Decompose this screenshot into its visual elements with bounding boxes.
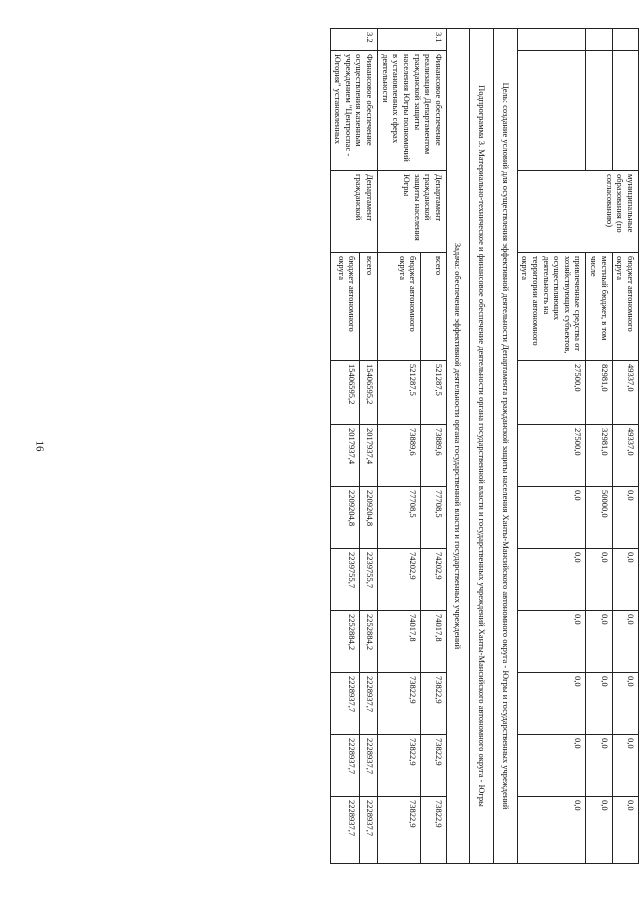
task-text: Задача: обеспечение эффективной деятельности органа государственной власти и государственных учреждений <box>446 29 470 864</box>
table-row <box>421 29 447 864</box>
value-cell: 2239755,7 <box>330 549 360 611</box>
executor: Департамент гражданской защиты населения Югры <box>378 171 447 253</box>
value-cell: 50000,0 <box>586 487 612 549</box>
funding-label: всего <box>360 253 378 361</box>
value-cell: 74202,9 <box>378 549 421 611</box>
funding-label: привлеченные средства от хозяйствующих субъектов, осуществляющих деятельность на территории автономного округа <box>517 253 586 361</box>
value-cell: 27500,0 <box>517 425 586 487</box>
value-cell: 77708,5 <box>421 487 447 549</box>
value-cell: 2017937,4 <box>330 425 360 487</box>
row-number: 3.1 <box>378 29 447 51</box>
value-cell: 74017,8 <box>421 611 447 673</box>
value-cell: 2228937,7 <box>360 673 378 735</box>
value-cell: 73889,6 <box>421 425 447 487</box>
value-cell: 27500,0 <box>517 361 586 425</box>
goal-text: Цель: создание условий для осуществления эффективной деятельности Департамента гражданской защиты населения Ханты-Мансийского автономного округа - Югры и государственных учреждений <box>494 29 518 864</box>
value-cell: 2228937,7 <box>330 735 360 797</box>
value-cell: 73822,9 <box>421 797 447 864</box>
funding-label: бюджет автономного округа <box>612 253 638 361</box>
value-cell: 2209204,8 <box>330 487 360 549</box>
value-cell: 0,0 <box>612 549 638 611</box>
value-cell: 49337,0 <box>612 425 638 487</box>
value-cell: 15406595,2 <box>360 361 378 425</box>
funding-label: всего <box>421 253 447 361</box>
funding-label: бюджет автономного округа <box>378 253 421 361</box>
subprogram-text: Подпрограмма 3. Материально-техническое и финансовое обеспечение деятельности органа государственной власти и государственных учреждений Ханты-Мансийского автономного округа - Югры <box>470 29 494 864</box>
value-cell: 521287,5 <box>378 361 421 425</box>
value-cell: 2209204,8 <box>360 487 378 549</box>
value-cell: 2228937,7 <box>360 797 378 864</box>
value-cell: 0,0 <box>612 735 638 797</box>
value-cell: 73822,9 <box>421 673 447 735</box>
value-cell: 49337,0 <box>612 361 638 425</box>
value-cell: 521287,5 <box>421 361 447 425</box>
subprogram-row <box>470 29 494 864</box>
value-cell: 0,0 <box>586 797 612 864</box>
measure-name: Финансовое обеспечение реализации Департаментом гражданской защиты населения Югры полномочий в установленных сферах деятельности <box>378 51 447 171</box>
task-row <box>446 29 470 864</box>
value-cell: 73822,9 <box>378 797 421 864</box>
table-row <box>517 29 586 864</box>
measure-name: Финансовое обеспечение осуществления казенным учреждением "Центроспас - Югория" установленных <box>330 51 378 171</box>
executor: Департамент гражданской <box>330 171 378 253</box>
page-number: 16 <box>33 440 46 452</box>
value-cell: 2252884,2 <box>360 611 378 673</box>
value-cell: 73822,9 <box>421 735 447 797</box>
value-cell: 2228937,7 <box>330 673 360 735</box>
value-cell: 0,0 <box>517 549 586 611</box>
value-cell: 0,0 <box>517 797 586 864</box>
value-cell: 73889,6 <box>378 425 421 487</box>
value-cell: 0,0 <box>612 673 638 735</box>
value-cell: 0,0 <box>517 735 586 797</box>
value-cell: 2228937,7 <box>330 797 360 864</box>
budget-table-rotated <box>64 28 639 878</box>
municipal-label: муниципальные образования (по согласованию) <box>517 171 638 253</box>
value-cell: 0,0 <box>586 735 612 797</box>
value-cell: 0,0 <box>517 673 586 735</box>
value-cell: 32981,0 <box>586 425 612 487</box>
funding-label: местный бюджет, в том числе <box>586 253 612 361</box>
value-cell: 2017937,4 <box>360 425 378 487</box>
value-cell: 0,0 <box>586 611 612 673</box>
value-cell: 0,0 <box>612 797 638 864</box>
value-cell: 15406595,2 <box>330 361 360 425</box>
table-row <box>360 29 378 864</box>
value-cell: 0,0 <box>612 611 638 673</box>
value-cell: 0,0 <box>517 487 586 549</box>
funding-label: бюджет автономного округа <box>330 253 360 361</box>
value-cell: 82981,0 <box>586 361 612 425</box>
value-cell: 74017,8 <box>378 611 421 673</box>
value-cell: 73822,9 <box>378 673 421 735</box>
value-cell: 0,0 <box>586 673 612 735</box>
value-cell: 0,0 <box>586 549 612 611</box>
value-cell: 74202,9 <box>421 549 447 611</box>
table-row <box>586 29 612 864</box>
value-cell: 2228937,7 <box>360 735 378 797</box>
value-cell: 0,0 <box>612 487 638 549</box>
value-cell: 2239755,7 <box>360 549 378 611</box>
budget-table <box>330 28 639 864</box>
value-cell: 0,0 <box>517 611 586 673</box>
value-cell: 2252884,2 <box>330 611 360 673</box>
table-row <box>612 29 638 864</box>
value-cell: 77708,5 <box>378 487 421 549</box>
value-cell: 73822,9 <box>378 735 421 797</box>
row-number: 3.2 <box>330 29 378 51</box>
goal-row <box>494 29 518 864</box>
